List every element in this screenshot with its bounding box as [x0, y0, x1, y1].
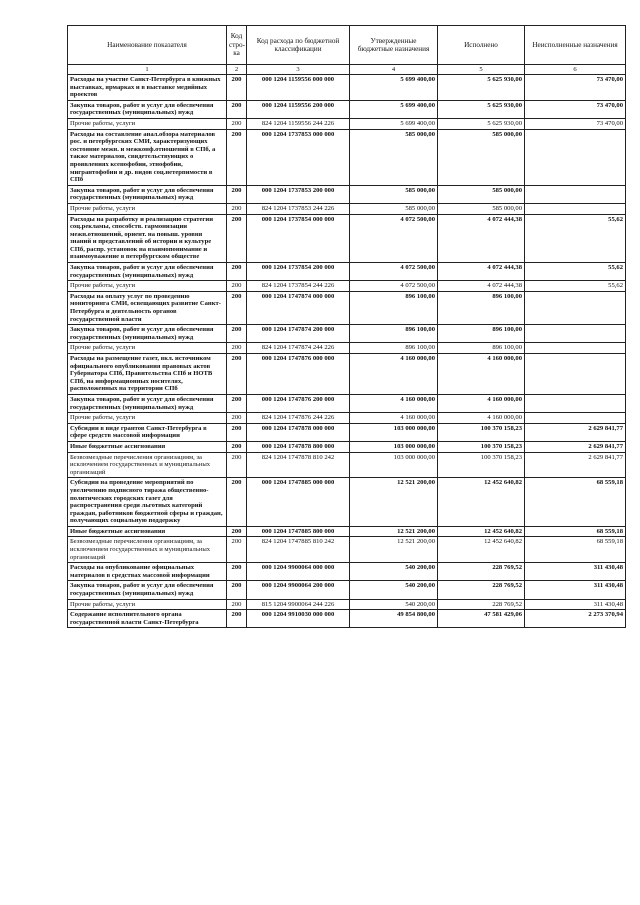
row-unexecuted: 68 559,18 — [525, 478, 626, 527]
row-line-code: 200 — [227, 394, 247, 412]
row-executed: 5 625 930,00 — [438, 100, 525, 118]
row-approved: 12 521 200,00 — [350, 478, 438, 527]
row-unexecuted: 68 559,18 — [525, 537, 626, 563]
row-approved: 4 072 500,00 — [350, 263, 438, 281]
row-executed: 4 160 000,00 — [438, 354, 525, 395]
row-executed: 5 625 930,00 — [438, 118, 525, 129]
row-approved: 4 072 500,00 — [350, 214, 438, 263]
row-expense-code: 000 1204 1747876 200 000 — [247, 394, 350, 412]
row-name: Иные бюджетные ассигнования — [68, 441, 227, 452]
row-executed: 896 100,00 — [438, 325, 525, 343]
table-row — [68, 291, 626, 324]
row-line-code: 200 — [227, 610, 247, 628]
table-row — [68, 610, 626, 628]
row-line-code: 200 — [227, 354, 247, 395]
row-unexecuted — [525, 291, 626, 324]
row-expense-code: 000 1204 9900064 000 000 — [247, 563, 350, 581]
table-body — [68, 75, 626, 628]
row-executed: 896 100,00 — [438, 291, 525, 324]
row-executed: 100 370 158,23 — [438, 423, 525, 441]
header-approved: Утвержденные бюджетные назначения — [350, 26, 438, 65]
table-row — [68, 526, 626, 537]
row-unexecuted — [525, 394, 626, 412]
row-line-code: 200 — [227, 581, 247, 599]
row-name: Прочие работы, услуги — [68, 118, 227, 129]
row-line-code: 200 — [227, 118, 247, 129]
row-line-code: 200 — [227, 599, 247, 610]
budget-execution-table — [67, 25, 626, 628]
row-line-code: 200 — [227, 291, 247, 324]
column-index: 3 — [247, 65, 350, 75]
row-approved: 4 072 500,00 — [350, 281, 438, 292]
row-executed: 4 160 000,00 — [438, 413, 525, 424]
row-approved: 4 160 000,00 — [350, 413, 438, 424]
row-unexecuted: 311 430,48 — [525, 563, 626, 581]
row-unexecuted: 73 470,00 — [525, 75, 626, 101]
row-expense-code: 000 1204 9900064 200 000 — [247, 581, 350, 599]
row-approved: 540 200,00 — [350, 563, 438, 581]
row-unexecuted: 68 559,18 — [525, 526, 626, 537]
row-name: Закупка товаров, работ и услуг для обеспечения государственных (муниципальных) нужд — [68, 325, 227, 343]
row-expense-code: 000 1204 1159556 200 000 — [247, 100, 350, 118]
column-index: 4 — [350, 65, 438, 75]
row-name: Субсидии на проведение мероприятий по увеличению подписного тиража общественно-политических городских газет для распространения среди льготных категорий граждан, работников бюджетной сферы и граждан, получающих социальную поддержку — [68, 478, 227, 527]
row-approved: 49 854 800,00 — [350, 610, 438, 628]
table-row — [68, 423, 626, 441]
row-name: Закупка товаров, работ и услуг для обеспечения государственных (муниципальных) нужд — [68, 100, 227, 118]
row-name: Закупка товаров, работ и услуг для обеспечения государственных (муниципальных) нужд — [68, 185, 227, 203]
row-line-code: 200 — [227, 343, 247, 354]
table-row — [68, 394, 626, 412]
row-approved: 540 200,00 — [350, 599, 438, 610]
table-row — [68, 452, 626, 478]
row-expense-code: 815 1204 9900064 244 226 — [247, 599, 350, 610]
row-expense-code: 000 1204 1747874 000 000 — [247, 291, 350, 324]
row-unexecuted — [525, 203, 626, 214]
row-unexecuted — [525, 129, 626, 185]
row-line-code: 200 — [227, 263, 247, 281]
row-unexecuted: 2 629 841,77 — [525, 423, 626, 441]
row-unexecuted: 73 470,00 — [525, 100, 626, 118]
row-line-code: 200 — [227, 281, 247, 292]
row-expense-code: 824 1204 1747874 244 226 — [247, 343, 350, 354]
row-executed: 12 452 640,82 — [438, 537, 525, 563]
row-unexecuted: 311 430,48 — [525, 599, 626, 610]
row-unexecuted — [525, 325, 626, 343]
row-executed: 12 452 640,82 — [438, 478, 525, 527]
row-executed: 228 769,52 — [438, 599, 525, 610]
table-row — [68, 263, 626, 281]
row-expense-code: 824 1204 1159556 244 226 — [247, 118, 350, 129]
header-line-code: Код стро-ка — [227, 26, 247, 65]
row-executed: 585 000,00 — [438, 203, 525, 214]
row-approved: 12 521 200,00 — [350, 537, 438, 563]
row-approved: 5 699 400,00 — [350, 118, 438, 129]
row-line-code: 200 — [227, 129, 247, 185]
row-executed: 100 370 158,23 — [438, 441, 525, 452]
row-expense-code: 000 1204 1159556 000 000 — [247, 75, 350, 101]
row-expense-code: 000 1204 1747885 800 000 — [247, 526, 350, 537]
row-line-code: 200 — [227, 325, 247, 343]
row-line-code: 200 — [227, 75, 247, 101]
table-row — [68, 118, 626, 129]
table-row — [68, 563, 626, 581]
table-row — [68, 214, 626, 263]
row-line-code: 200 — [227, 478, 247, 527]
row-name: Расходы на размещение газет, вкл. источником официального опубликования правовых актов Губернатора СПб, Правительства СПб и НОТВ СПб, на информационных носителях, расположенных на территории СПб — [68, 354, 227, 395]
header-executed: Исполнено — [438, 26, 525, 65]
row-unexecuted: 55,62 — [525, 263, 626, 281]
table-row — [68, 100, 626, 118]
row-unexecuted — [525, 354, 626, 395]
row-name: Прочие работы, услуги — [68, 281, 227, 292]
row-approved: 896 100,00 — [350, 343, 438, 354]
row-executed: 896 100,00 — [438, 343, 525, 354]
row-name: Прочие работы, услуги — [68, 343, 227, 354]
row-approved: 585 000,00 — [350, 129, 438, 185]
row-expense-code: 000 1204 1747876 000 000 — [247, 354, 350, 395]
row-expense-code: 000 1204 1737854 200 000 — [247, 263, 350, 281]
row-expense-code: 824 1204 1737853 244 226 — [247, 203, 350, 214]
row-line-code: 200 — [227, 537, 247, 563]
budget-report-sheet — [67, 25, 625, 628]
header-unexecuted: Неисполненные назначения — [525, 26, 626, 65]
row-expense-code: 000 1204 1747878 000 000 — [247, 423, 350, 441]
table-row — [68, 537, 626, 563]
row-name: Прочие работы, услуги — [68, 599, 227, 610]
row-name: Иные бюджетные ассигнования — [68, 526, 227, 537]
row-name: Расходы на оплату услуг по проведению мониторинга СМИ, освещающих развитие Санкт-Петербурга и деятельность органов государственной власти — [68, 291, 227, 324]
row-approved: 5 699 400,00 — [350, 100, 438, 118]
row-executed: 228 769,52 — [438, 581, 525, 599]
row-line-code: 200 — [227, 526, 247, 537]
header-name: Наименование показателя — [68, 26, 227, 65]
row-executed: 4 160 000,00 — [438, 394, 525, 412]
table-row — [68, 203, 626, 214]
row-name: Расходы на опубликование официальных материалов в средствах массовой информации — [68, 563, 227, 581]
row-unexecuted: 55,62 — [525, 281, 626, 292]
row-expense-code: 000 1204 1747885 000 000 — [247, 478, 350, 527]
row-name: Расходы на разработку и реализацию стратегии соц.рекламы, способств. гармонизации межн.отношений, ориент. на повыш. уровня знаний и представлений об истории и культуре СПб, распр. установок на взаимопонимание и взаимоуважение в петербургском обществе — [68, 214, 227, 263]
row-expense-code: 000 1204 1737853 000 000 — [247, 129, 350, 185]
row-executed: 47 581 429,06 — [438, 610, 525, 628]
row-name: Расходы на составление анал.обзора материалов рос. и петербургских СМИ, характеризующих состояние межн. и межконф.отношений в СПб, а также материалов, свидетельствующих о проявлениях ксенофобии, этнофобии, мигрантофобии и др. видов соц.нетерпимости в СПб — [68, 129, 227, 185]
row-approved: 103 000 000,00 — [350, 452, 438, 478]
row-approved: 5 699 400,00 — [350, 75, 438, 101]
row-unexecuted — [525, 185, 626, 203]
row-expense-code: 824 1204 1747878 810 242 — [247, 452, 350, 478]
table-row — [68, 75, 626, 101]
row-unexecuted — [525, 343, 626, 354]
row-executed: 4 072 444,38 — [438, 263, 525, 281]
row-name: Безвозмездные перечисления организациям, за исключением государственных и муниципальных организаций — [68, 537, 227, 563]
row-expense-code: 000 1204 9910030 000 000 — [247, 610, 350, 628]
row-name: Расходы на участие Санкт-Петербурга в книжных выставках, ярмарках и в выставке медийных проектов — [68, 75, 227, 101]
row-expense-code: 824 1204 1747885 810 242 — [247, 537, 350, 563]
row-expense-code: 000 1204 1737853 200 000 — [247, 185, 350, 203]
row-expense-code: 000 1204 1737854 000 000 — [247, 214, 350, 263]
row-approved: 4 160 000,00 — [350, 394, 438, 412]
row-executed: 228 769,52 — [438, 563, 525, 581]
row-executed: 100 370 158,23 — [438, 452, 525, 478]
row-name: Содержание исполнительного органа государственной власти Санкт-Петербурга — [68, 610, 227, 628]
column-index: 6 — [525, 65, 626, 75]
row-unexecuted: 2 629 841,77 — [525, 441, 626, 452]
column-index: 5 — [438, 65, 525, 75]
row-expense-code: 000 1204 1747878 800 000 — [247, 441, 350, 452]
table-row — [68, 185, 626, 203]
row-approved: 103 000 000,00 — [350, 423, 438, 441]
table-row — [68, 581, 626, 599]
row-line-code: 200 — [227, 563, 247, 581]
row-executed: 4 072 444,38 — [438, 214, 525, 263]
row-name: Безвозмездные перечисления организациям, за исключением государственных и муниципальных организаций — [68, 452, 227, 478]
row-name: Субсидии в виде грантов Санкт-Петербурга в сфере средств массовой информации — [68, 423, 227, 441]
column-index-row — [68, 65, 626, 75]
row-line-code: 200 — [227, 100, 247, 118]
row-line-code: 200 — [227, 203, 247, 214]
header-expense-code: Код расхода по бюджетной классификации — [247, 26, 350, 65]
row-name: Прочие работы, услуги — [68, 413, 227, 424]
table-header-row — [68, 26, 626, 65]
row-line-code: 200 — [227, 423, 247, 441]
row-line-code: 200 — [227, 214, 247, 263]
row-line-code: 200 — [227, 413, 247, 424]
row-line-code: 200 — [227, 452, 247, 478]
row-expense-code: 824 1204 1747876 244 226 — [247, 413, 350, 424]
table-row — [68, 478, 626, 527]
row-executed: 4 072 444,38 — [438, 281, 525, 292]
row-name: Закупка товаров, работ и услуг для обеспечения государственных (муниципальных) нужд — [68, 581, 227, 599]
row-approved: 585 000,00 — [350, 203, 438, 214]
row-unexecuted: 55,62 — [525, 214, 626, 263]
column-index: 2 — [227, 65, 247, 75]
row-expense-code: 824 1204 1737854 244 226 — [247, 281, 350, 292]
row-approved: 540 200,00 — [350, 581, 438, 599]
row-expense-code: 000 1204 1747874 200 000 — [247, 325, 350, 343]
table-row — [68, 413, 626, 424]
row-approved: 12 521 200,00 — [350, 526, 438, 537]
row-unexecuted — [525, 413, 626, 424]
row-approved: 585 000,00 — [350, 185, 438, 203]
row-approved: 103 000 000,00 — [350, 441, 438, 452]
row-name: Закупка товаров, работ и услуг для обеспечения государственных (муниципальных) нужд — [68, 263, 227, 281]
row-line-code: 200 — [227, 441, 247, 452]
row-executed: 12 452 640,82 — [438, 526, 525, 537]
row-executed: 585 000,00 — [438, 185, 525, 203]
row-executed: 5 625 930,00 — [438, 75, 525, 101]
table-row — [68, 325, 626, 343]
row-unexecuted: 2 273 370,94 — [525, 610, 626, 628]
table-row — [68, 599, 626, 610]
row-name: Закупка товаров, работ и услуг для обеспечения государственных (муниципальных) нужд — [68, 394, 227, 412]
row-unexecuted: 311 430,48 — [525, 581, 626, 599]
table-row — [68, 354, 626, 395]
row-approved: 4 160 000,00 — [350, 354, 438, 395]
row-line-code: 200 — [227, 185, 247, 203]
row-executed: 585 000,00 — [438, 129, 525, 185]
row-approved: 896 100,00 — [350, 325, 438, 343]
table-row — [68, 129, 626, 185]
row-unexecuted: 2 629 841,77 — [525, 452, 626, 478]
table-row — [68, 441, 626, 452]
row-approved: 896 100,00 — [350, 291, 438, 324]
row-name: Прочие работы, услуги — [68, 203, 227, 214]
table-row — [68, 343, 626, 354]
row-unexecuted: 73 470,00 — [525, 118, 626, 129]
column-index: 1 — [68, 65, 227, 75]
table-row — [68, 281, 626, 292]
